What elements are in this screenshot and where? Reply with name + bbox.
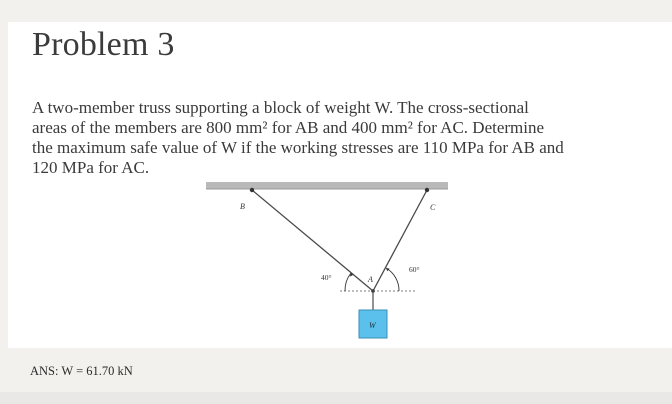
angle-arc-right [386, 268, 399, 291]
answer-text: ANS: W = 61.70 kN [30, 364, 133, 378]
pin-c [425, 188, 429, 192]
member-ab [252, 190, 373, 291]
bottom-strip [0, 392, 672, 404]
slide-title: Problem 3 [32, 26, 175, 63]
angle-arc-left [345, 273, 351, 291]
problem-statement [32, 98, 652, 178]
problem-line-3: the maximum safe value of W if the working stresses are 110 MPa for AB and [32, 138, 564, 157]
pin-b [250, 188, 254, 192]
weight-label: W [369, 321, 376, 330]
ceiling-support [206, 182, 448, 189]
label-a: A [368, 275, 373, 284]
angle-label-right: 60° [409, 265, 420, 274]
member-ac [373, 190, 427, 291]
truss-diagram [200, 172, 460, 347]
problem-line-2: areas of the members are 800 mm² for AB and 400 mm² for AC. Determine [32, 118, 545, 137]
label-b: B [240, 202, 245, 211]
problem-line-4: 120 MPa for AC. [32, 158, 150, 177]
label-c: C [430, 203, 436, 212]
angle-label-left: 40° [321, 273, 332, 282]
problem-line-1: A two-member truss supporting a block of weight W. The cross-sectional [32, 98, 529, 117]
